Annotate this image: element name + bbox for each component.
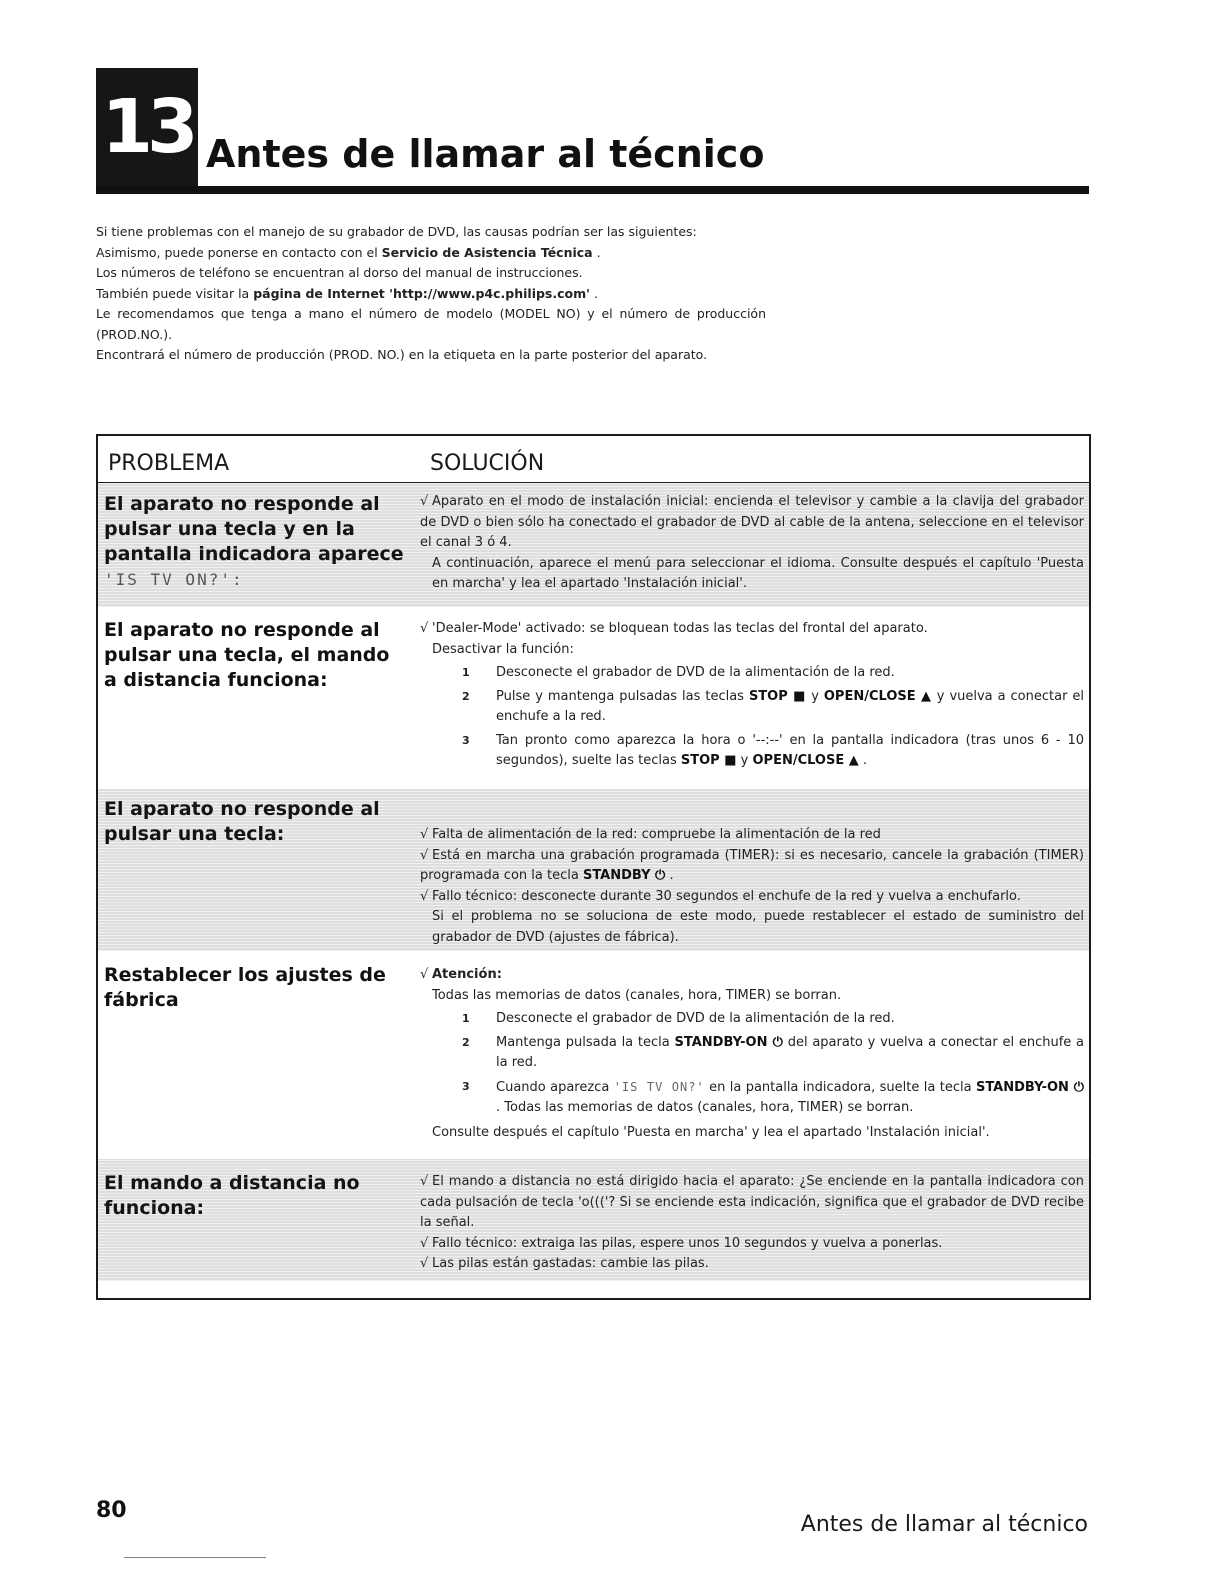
intro-line: También puede visitar la página de Internet 'http://www.p4c.philips.com' . xyxy=(96,285,598,301)
table-row xyxy=(98,483,1089,607)
chapter-number-badge: 13 xyxy=(96,68,198,186)
solution-item: A continuación, aparece el menú para seleccionar el idioma. Consulte después el capítulo 'Puesta en marcha' y lea el apartado 'Instalación inicial'. xyxy=(432,555,1084,591)
display-readout: 'IS TV ON?': xyxy=(104,570,244,589)
website-link[interactable]: página de Internet 'http://www.p4c.philips.com' xyxy=(253,285,590,301)
check-icon: √ xyxy=(420,1174,429,1189)
standby-key-label: STANDBY ⏻ xyxy=(582,868,666,883)
step-item: 1 Desconecte el grabador de DVD de la alimentación de la red. xyxy=(462,1011,895,1026)
solution-item: Todas las memorias de datos (canales, hora, TIMER) se borran. xyxy=(432,987,842,1003)
open-close-key-label: OPEN/CLOSE ▲ xyxy=(752,753,859,768)
title-rule xyxy=(96,186,1089,194)
solution-item: Desactivar la función: xyxy=(432,641,574,657)
solution-item: √ Falta de alimentación de la red: compruebe la alimentación de la red xyxy=(420,825,1084,846)
table-row xyxy=(98,1159,1089,1281)
intro-text xyxy=(96,222,766,366)
column-header-problem: PROBLEMA xyxy=(108,451,230,476)
check-icon: √ xyxy=(420,888,429,904)
intro-line: Si tiene problemas con el manejo de su grabador de DVD, las causas podrían ser las siguientes: xyxy=(96,224,697,239)
table-header xyxy=(98,436,1089,483)
step-item: 1 Desconecte el grabador de DVD de la alimentación de la red. xyxy=(462,665,895,680)
problem-text: El aparato no responde al pulsar una tecla: xyxy=(104,798,380,845)
open-close-key-label: OPEN/CLOSE ▲ xyxy=(823,688,932,704)
step-item: 3 Cuando aparezca 'IS TV ON?' en la pantalla indicadora, suelte la tecla STANDBY-ON ⏻ . Todas las memorias de datos (canales, hora, TIMER) se borran. xyxy=(462,1079,1085,1115)
solution-text xyxy=(420,1172,1084,1275)
check-icon: √ xyxy=(420,494,429,509)
intro-line: Le recomendamos que tenga a mano el número de modelo (MODEL NO) y el número de producción (PROD.NO.). xyxy=(96,306,766,342)
solution-text xyxy=(420,492,1084,595)
page-title: Antes de llamar al técnico xyxy=(206,132,765,176)
column-header-solution: SOLUCIÓN xyxy=(430,451,545,476)
footer-title: Antes de llamar al técnico xyxy=(800,1512,1088,1537)
check-icon: √ xyxy=(420,621,429,636)
solution-text xyxy=(420,825,1084,948)
problem-text: El aparato no responde al pulsar una tecla, el mando a distancia funciona: xyxy=(104,619,390,691)
table-row xyxy=(98,789,1089,951)
display-readout: 'IS TV ON?' xyxy=(613,1079,705,1094)
check-icon: √ xyxy=(420,847,429,863)
intro-line: Encontrará el número de producción (PROD. NO.) en la etiqueta en la parte posterior del aparato. xyxy=(96,347,708,362)
solution-item: Si el problema no se soluciona de este modo, puede restablecer el estado de suministro del grabador de DVD (ajustes de fábrica). xyxy=(432,909,1084,945)
troubleshooting-table xyxy=(96,434,1091,1300)
solution-item: Consulte después el capítulo 'Puesta en marcha' y lea el apartado 'Instalación inicial'. xyxy=(432,1124,990,1140)
standby-on-key-label: STANDBY-ON ⏻ xyxy=(674,1034,783,1050)
solution-item: √ El mando a distancia no está dirigido hacia el aparato: ¿Se enciende en la pantalla indicadora con cada pulsación de tecla 'o((('? Si se enciende esta indicación, significa que el grabador de DVD recibe la señal. xyxy=(420,1174,1084,1230)
solution-item: √ Está en marcha una grabación programada (TIMER): si es necesario, cancele la grabación (TIMER) programada con la tecla STANDBY ⏻ . xyxy=(420,847,1084,883)
stop-key-label: STOP ■ xyxy=(680,753,737,768)
intro-line: Asimismo, puede ponerse en contacto con el Servicio de Asistencia Técnica . xyxy=(96,244,601,260)
problem-text: El aparato no responde al pulsar una tecla y en la pantalla indicadora aparece 'IS TV ON?': xyxy=(104,493,404,589)
check-icon: √ xyxy=(420,967,429,982)
table-row xyxy=(98,607,1089,789)
standby-on-key-label: STANDBY-ON ⏻ xyxy=(975,1079,1085,1095)
step-list xyxy=(420,1009,1084,1119)
solution-text xyxy=(420,619,1084,775)
step-list xyxy=(420,663,1084,772)
check-icon: √ xyxy=(420,1256,429,1271)
step-item: 2 Mantenga pulsada la tecla STANDBY-ON ⏻ del aparato y vuelva a conectar el enchufe a la red. xyxy=(462,1034,1085,1070)
step-item: 3 Tan pronto como aparezca la hora o '--:--' en la pantalla indicadora (tras unos 6 - 10 segundos), suelte las teclas STOP ■ y OPEN/CLOSE ▲ . xyxy=(462,732,1084,768)
problem-text: El mando a distancia no funciona: xyxy=(104,1172,360,1219)
table-row xyxy=(98,951,1089,1159)
solution-item: √ 'Dealer-Mode' activado: se bloquean todas las teclas del frontal del aparato. xyxy=(420,619,1084,640)
solution-item: √ Las pilas están gastadas: cambie las pilas. xyxy=(420,1254,1084,1275)
solution-item xyxy=(420,965,1084,986)
problem-text: Restablecer los ajustes de fábrica xyxy=(104,964,386,1011)
page-number: 80 xyxy=(96,1498,127,1523)
intro-line: Los números de teléfono se encuentran al dorso del manual de instrucciones. xyxy=(96,265,583,280)
solution-text xyxy=(420,965,1084,1143)
stop-key-label: STOP ■ xyxy=(748,688,807,704)
footer-rule xyxy=(124,1557,266,1558)
service-name: Servicio de Asistencia Técnica xyxy=(381,244,593,260)
check-icon: √ xyxy=(420,1235,429,1251)
solution-item: √ Fallo técnico: desconecte durante 30 segundos el enchufe de la red y vuelva a enchufarlo. xyxy=(420,887,1084,908)
warning-label: Atención: xyxy=(432,967,502,982)
solution-item: √ Fallo técnico: extraiga las pilas, espere unos 10 segundos y vuelva a ponerlas. xyxy=(420,1234,1084,1255)
step-item: 2 Pulse y mantenga pulsadas las teclas STOP ■ y OPEN/CLOSE ▲ y vuelva a conectar el enchufe a la red. xyxy=(462,688,1085,724)
check-icon: √ xyxy=(420,827,429,842)
solution-item: √ Aparato en el modo de instalación inicial: encienda el televisor y cambie a la clavija del grabador de DVD o bien sólo ha conectado el grabador de DVD al cable de la antena, seleccione en el televisor el canal 3 ó 4. xyxy=(420,494,1084,550)
